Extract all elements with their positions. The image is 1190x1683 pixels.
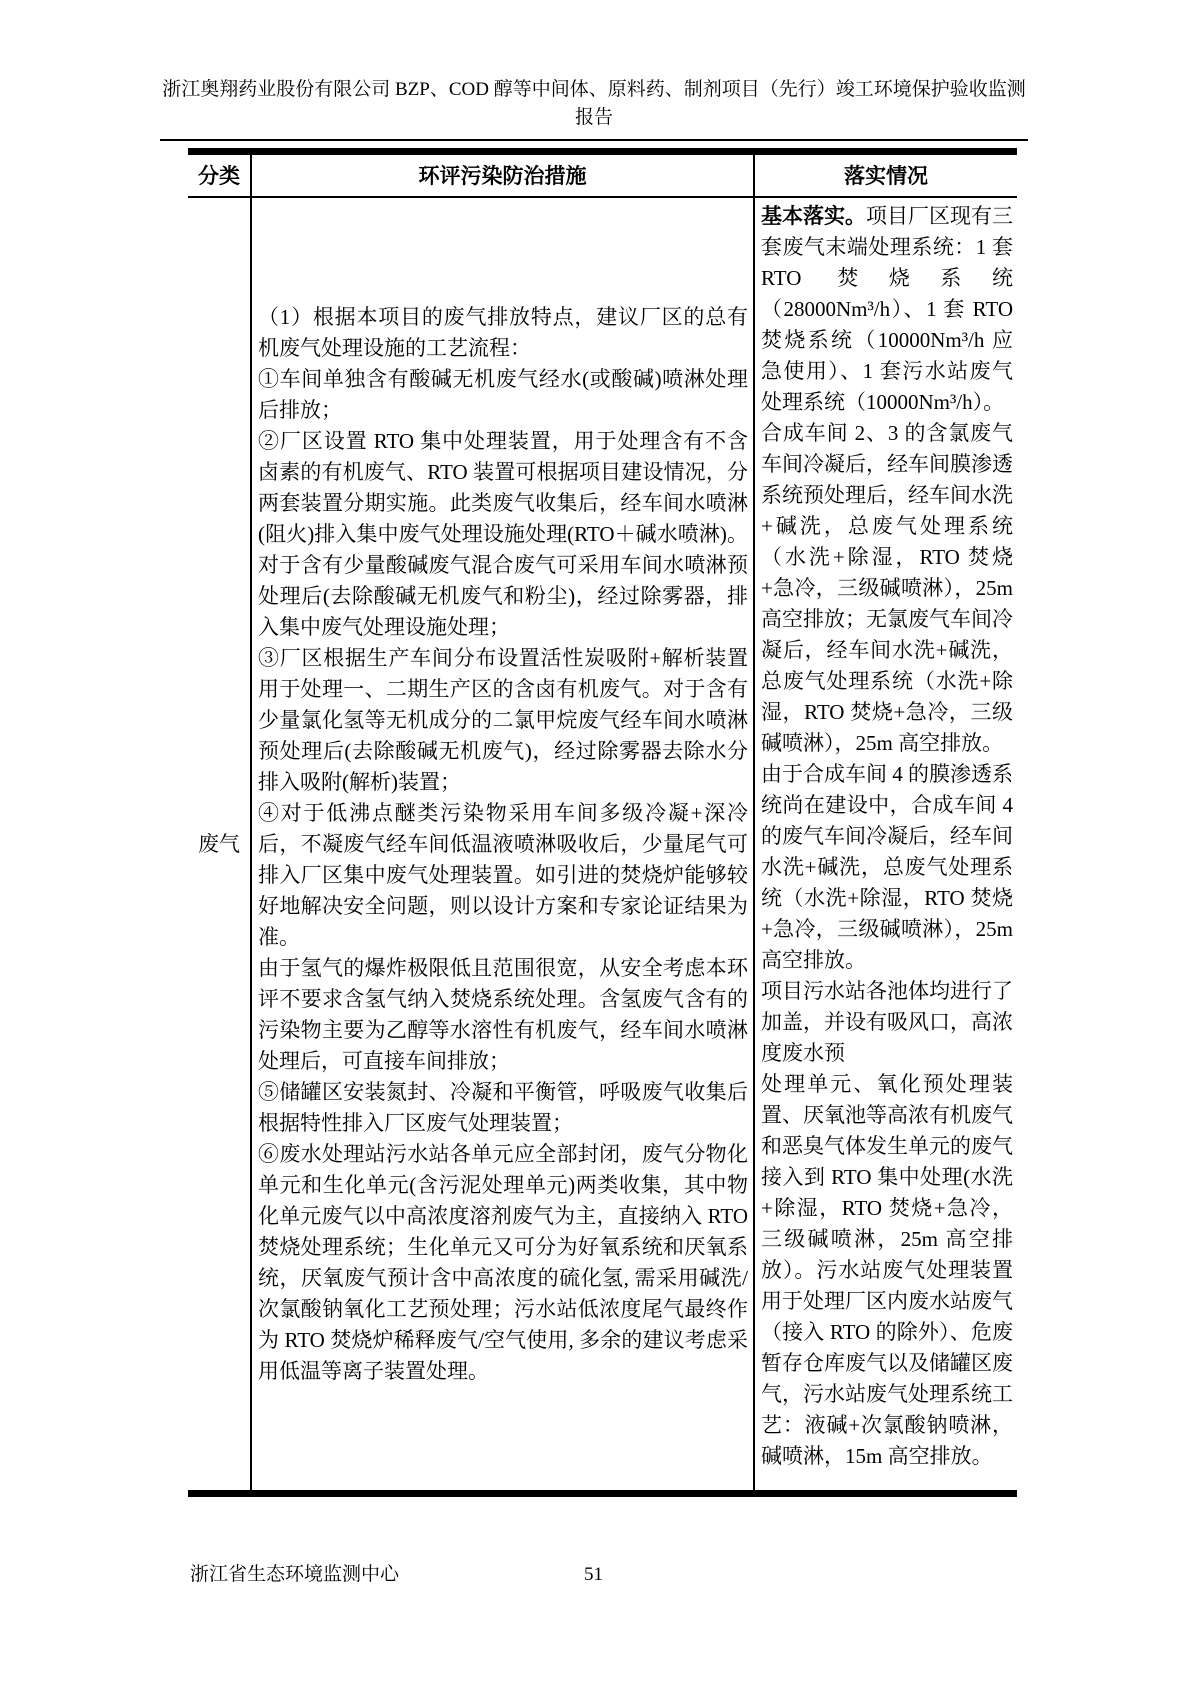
column-header-implementation: 落实情况 — [844, 164, 928, 188]
measure-paragraph: （1）根据本项目的废气排放特点，建议厂区的总有机废气处理设施的工艺流程： — [258, 304, 748, 360]
table-row — [188, 198, 1017, 1490]
measure-paragraph: 由于氢气的爆炸极限低且范围很宽，从安全考虑本环评不要求含氢气纳入焚烧系统处理。含氢废气含有的污染物主要为乙醇等水溶性有机废气，经车间水喷淋处理后，可直接车间排放； — [258, 955, 748, 1073]
implementation-text: 项目厂区现有三套废气末端处理系统：1 套 RTO 焚烧系统（28000Nm³/h）、1 套 RTO 焚烧系统（10000Nm³/h 应急使用）、1 套污水站废气处理系统（10000Nm³/h）。 — [761, 204, 1013, 414]
measure-paragraph: ⑥废水处理站污水站各单元应全部封闭，废气分物化单元和生化单元(含污泥处理单元)两类收集，其中物化单元废气以中高浓度溶剂废气为主，直接纳入 RTO 焚烧处理系统；生化单元又可分为好氧系统和厌氧系统，厌氧废气预计含中高浓度的硫化氢, 需采用碱洗/次氯酸钠氧化工艺预处理；污水站低浓度尾气最终作为 RTO 焚烧炉稀释废气/空气使用, 多余的建议考虑采用低温等离子装置处理。 — [258, 1141, 748, 1383]
measure-paragraph: ③厂区根据生产车间分布设置活性炭吸附+解析装置用于处理一、二期生产区的含卤有机废气。对于含有少量氯化氢等无机成分的二氯甲烷废气经车间水喷淋预处理后(去除酸碱无机废气)，经过除雾器去除水分排入吸附(解析)装置； — [258, 645, 748, 794]
measure-paragraph: ⑤储罐区安装氮封、冷凝和平衡管，呼吸废气收集后根据特性排入厂区废气处理装置； — [258, 1079, 748, 1135]
implementation-paragraph: 项目污水站各池体均进行了加盖，并设有吸风口，高浓度废水预 — [761, 979, 1013, 1065]
implementation-paragraph: 合成车间 2、3 的含氯废气车间冷凝后，经车间膜渗透系统预处理后，经车间水洗+碱洗，总废气处理系统（水洗+除湿，RTO 焚烧+急冷，三级碱喷淋），25m 高空排放；无氯废气车间冷凝后，经车间水洗+碱洗，总废气处理系统（水洗+除湿，RTO 焚烧+急冷，三级碱喷淋），25m 高空排放。 — [761, 421, 1013, 755]
category-label: 废气 — [198, 831, 240, 856]
column-header-category: 分类 — [188, 155, 252, 196]
measure-paragraph: ②厂区设置 RTO 集中处理装置，用于处理含有不含卤素的有机废气、RTO 装置可根据项目建设情况，分两套装置分期实施。此类废气收集后，经车间水喷淋(阻火)排入集中废气处理设施处理(RTO＋碱水喷淋)。对于含有少量酸碱废气混合废气可采用车间水喷淋预处理后(去除酸碱无机废气和粉尘)，经过除雾器，排入集中废气处理设施处理； — [258, 428, 748, 639]
implementation-cell — [755, 198, 1017, 1490]
implementation-paragraph: 由于合成车间 4 的膜渗透系统尚在建设中，合成车间 4 的废气车间冷凝后，经车间水洗+碱洗，总废气处理系统（水洗+除湿，RTO 焚烧+急冷，三级碱喷淋），25m 高空排放。 — [761, 762, 1013, 972]
implementation-paragraph — [761, 201, 1013, 418]
measures-table — [188, 148, 1017, 1497]
measures-cell — [252, 198, 755, 1490]
footer-organization: 浙江省生态环境监测中心 — [190, 1564, 400, 1585]
measure-paragraph: ①车间单独含有酸碱无机废气经水(或酸碱)喷淋处理后排放； — [258, 366, 748, 422]
implementation-status-label: 基本落实。 — [761, 204, 866, 228]
implementation-paragraph: 处理单元、氧化预处理装置、厌氧池等高浓有机废气和恶臭气体发生单元的废气接入到 RTO 集中处理(水洗+除湿，RTO 焚烧+急冷，三级碱喷淋，25m 高空排放）。污水站废气处理装置用于处理厂区内废水站废气（接入 RTO 的除外）、危废暂存仓库废气以及储罐区废气，污水站废气处理系统工艺：液碱+次氯酸钠喷淋，碱喷淋，15m 高空排放。 — [761, 1072, 1013, 1468]
category-cell — [188, 198, 252, 1490]
measure-paragraph: ④对于低沸点醚类污染物采用车间多级冷凝+深冷后，不凝废气经车间低温液喷淋吸收后，少量尾气可排入厂区集中废气处理装置。如引进的焚烧炉能够较好地解决安全问题，则以设计方案和专家论证结果为准。 — [258, 800, 748, 949]
column-header-measures: 环评污染防治措施 — [252, 155, 755, 196]
page-header-title: 浙江奥翔药业股份有限公司 BZP、COD 醇等中间体、原料药、制剂项目（先行）竣工环境保护验收监测报告 — [160, 76, 1028, 141]
page-number: 51 — [583, 1564, 603, 1585]
table-header-row — [188, 155, 1017, 198]
